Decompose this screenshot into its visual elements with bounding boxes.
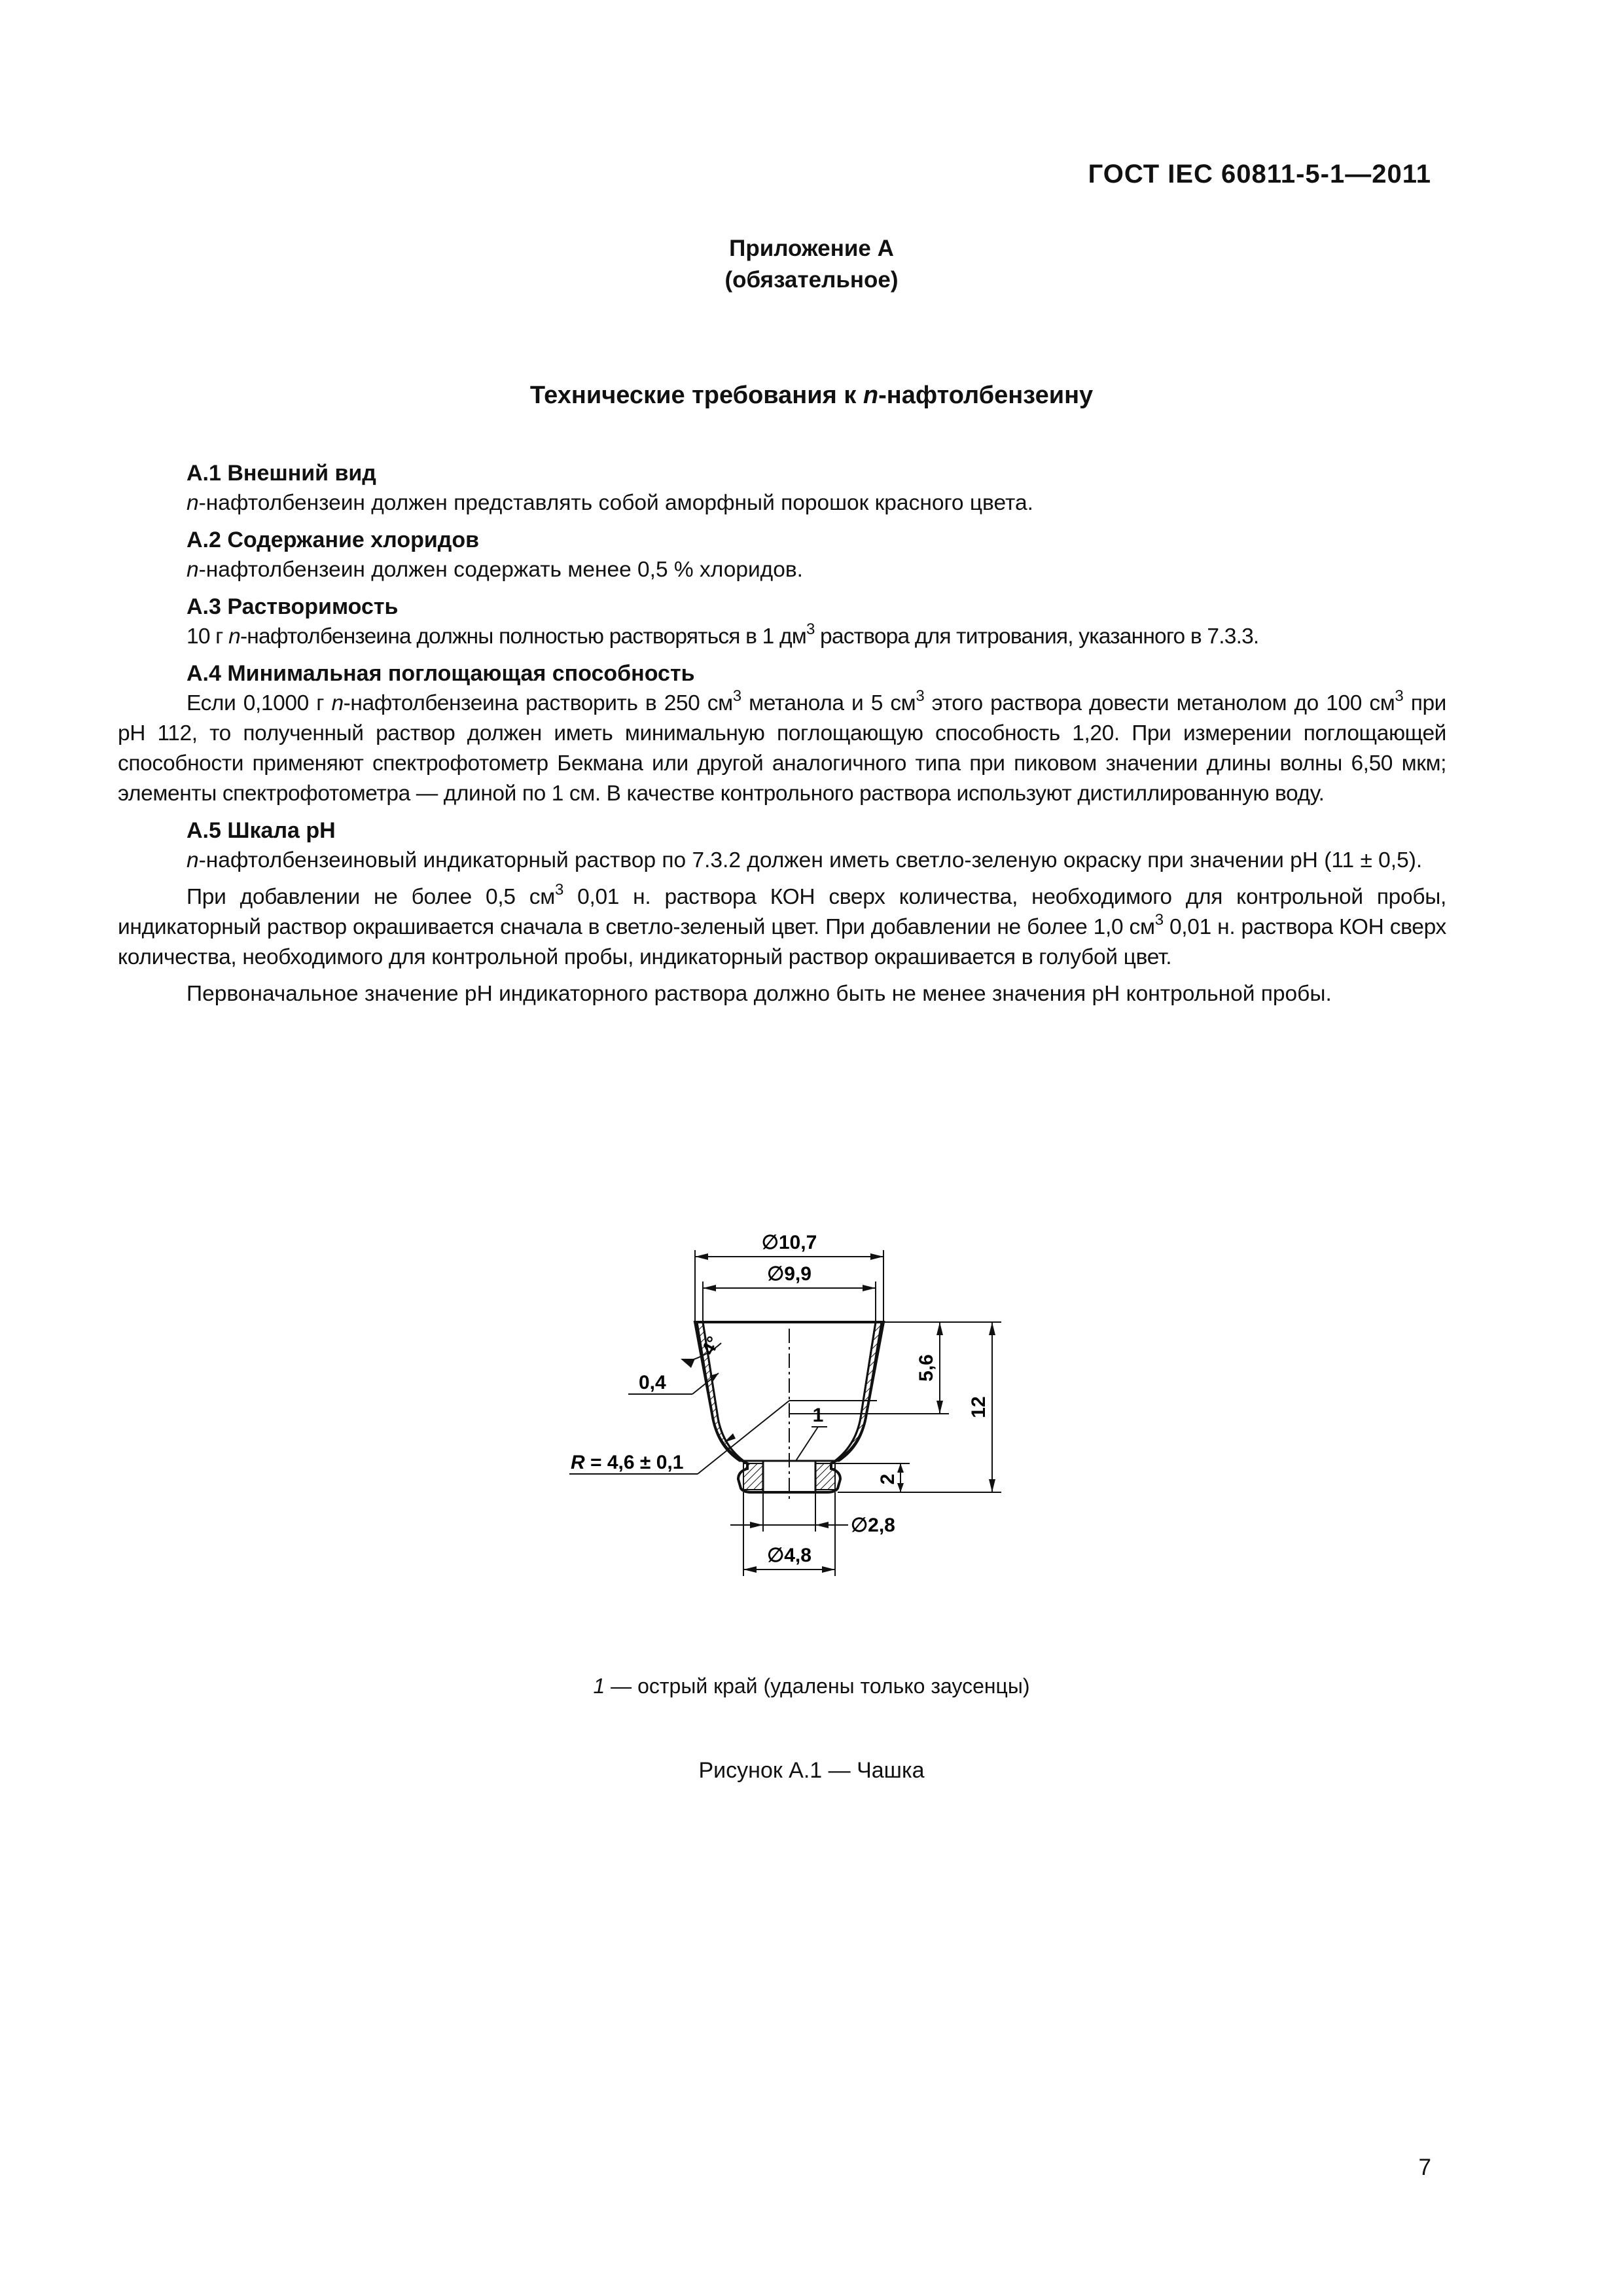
text-run: при pH 112, то полученный раствор должен иметь минимальную поглощающую способность 1,20. При измерении поглощающей способности применяют спектрофотометр Бекмана или другой аналогичного типа при пиковом значении длины волны 6,50 мкм; элементы спектрофотометра — длиной по 1 см. В качестве контрольного раствора используют дистиллированную воду.	[118, 691, 1446, 806]
arrow	[822, 1566, 835, 1573]
page-number: 7	[1418, 2155, 1431, 2180]
section-a3-heading: А.3 Растворимость	[187, 594, 399, 619]
document-code: ГОСТ IEC 60811-5-1—2011	[1088, 160, 1431, 188]
arrow	[897, 1463, 904, 1473]
dim-inner-diameter: ∅9,9	[767, 1263, 812, 1285]
neck-left-section	[743, 1463, 763, 1490]
arrow	[703, 1285, 716, 1291]
radius-value: = 4,6 ± 0,1	[584, 1452, 684, 1473]
legend-number: 1	[593, 1674, 605, 1698]
annex-title: Приложение А	[729, 236, 894, 261]
dim-radius	[571, 1452, 683, 1473]
text-run: -нафтолбензеин должен содержать менее 0,5 % хлоридов.	[198, 558, 803, 582]
text-run: Если 0,1000 г	[187, 691, 332, 715]
section-a5-para2	[118, 882, 1446, 973]
leader-label-1: 1	[812, 1405, 824, 1426]
section-a4-text	[118, 689, 1446, 809]
annex-heading	[0, 233, 1623, 296]
arrow	[743, 1566, 757, 1573]
text-run: -нафтолбензеиновый индикаторный раствор по 7.3.2 должен иметь светло-зеленую окраску при значении pH (11 ± 0,5).	[198, 848, 1423, 872]
italic-n: n	[228, 624, 240, 649]
neck-right-section	[815, 1463, 835, 1490]
figure-cup-drawing	[550, 1204, 1073, 1649]
text-run: -нафтолбензеина растворить в 250 см	[343, 691, 733, 715]
section-a5-heading: А.5 Шкала pH	[187, 818, 336, 843]
dim-hole-diameter: ∅2,8	[851, 1515, 895, 1536]
section-a5-para3: Первоначальное значение pH индикаторного раствора должно быть не менее значения pH контрольной пробы.	[187, 982, 1332, 1006]
text-run: 0,01 н. раствора КОН сверх количества, необходимого для контрольной пробы, индикаторный раствор окрашивается сначала в светло-зеленый цвет. При добавлении не более 1,0 см	[118, 885, 1447, 939]
cup-wall-right	[835, 1322, 883, 1461]
arrow	[989, 1322, 995, 1335]
arrow	[863, 1285, 876, 1291]
arrow	[815, 1522, 829, 1528]
superscript: 3	[916, 687, 925, 705]
superscript: 3	[732, 687, 741, 705]
section-a1-text	[118, 488, 1446, 518]
section-a3-text	[118, 622, 1446, 652]
italic-n: n	[187, 491, 199, 515]
dim-angle: 4°	[697, 1333, 724, 1358]
dim-total-height: 12	[968, 1396, 990, 1418]
italic-n: n	[187, 848, 199, 872]
italic-n: n	[331, 691, 344, 715]
superscript: 3	[554, 881, 564, 899]
dim-neck-height: 2	[877, 1473, 899, 1485]
arrow	[936, 1401, 943, 1414]
page-title	[0, 382, 1623, 410]
arrow	[695, 1253, 708, 1260]
superscript: 3	[806, 620, 815, 638]
section-a4-heading: А.4 Минимальная поглощающая способность	[187, 661, 695, 686]
dim-wall: 0,4	[639, 1372, 666, 1393]
text-run: -нафтолбензеина должны полностью растворяться в 1 дм	[240, 624, 806, 649]
text-run: При добавлении не более 0,5 см	[187, 885, 555, 909]
text-run: этого раствора довести метанолом до 100 см	[924, 691, 1395, 715]
text-run: -нафтолбензеин должен представлять собой аморфный порошок красного цвета.	[198, 491, 1033, 515]
legend-text: — острый край (удалены только заусенцы)	[605, 1674, 1030, 1698]
section-a2-text	[118, 555, 1446, 585]
figure-legend	[0, 1674, 1623, 1698]
title-suffix: -нафтолбензеину	[878, 382, 1094, 409]
text-run: метанола и 5 см	[741, 691, 916, 715]
text-run: раствора для титрования, указанного в 7.3.3.	[814, 624, 1259, 649]
superscript: 3	[1395, 687, 1404, 705]
section-a1-heading: А.1 Внешний вид	[187, 461, 376, 486]
cup-drawing-svg	[550, 1204, 1073, 1649]
leader-edge	[796, 1427, 818, 1461]
arrow	[936, 1322, 943, 1335]
italic-n: n	[187, 558, 199, 582]
figure-caption: Рисунок А.1 — Чашка	[698, 1758, 925, 1783]
document-body	[118, 458, 1446, 1009]
radius-symbol: R	[571, 1452, 585, 1473]
arrow	[870, 1253, 883, 1260]
annex-status: (обязательное)	[724, 267, 899, 293]
dim-neck-diameter: ∅4,8	[767, 1545, 812, 1566]
title-prefix: Технические требования к	[529, 382, 863, 409]
arrow	[750, 1522, 763, 1528]
arrow	[681, 1359, 695, 1368]
superscript: 3	[1154, 911, 1164, 929]
text-run: 0,01 н. раствора КОН сверх количества, необходимого для контрольной пробы, индикаторный раствор окрашивается в голубой цвет.	[118, 915, 1446, 969]
dim-outer-diameter: ∅10,7	[761, 1232, 817, 1253]
arrow	[989, 1479, 995, 1492]
arrow	[724, 1433, 736, 1443]
dim-upper-height: 5,6	[916, 1354, 937, 1382]
section-a5-para1	[118, 846, 1446, 876]
text-run: 10 г	[187, 624, 229, 649]
section-a2-heading: А.2 Содержание хлоридов	[187, 528, 480, 552]
title-italic: n	[863, 382, 879, 409]
